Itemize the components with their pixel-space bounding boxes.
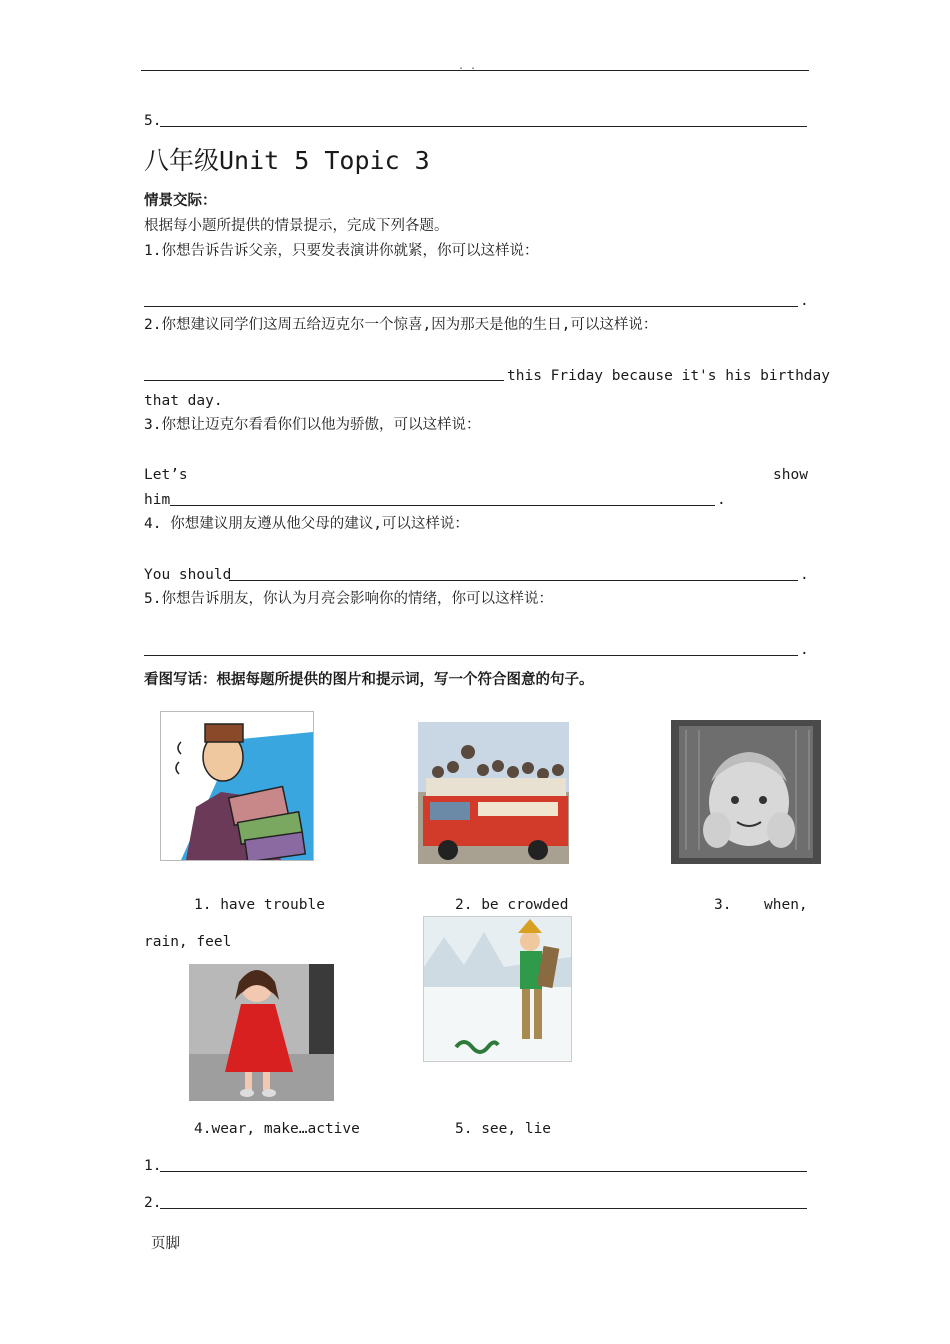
question-3-him: him xyxy=(144,492,171,508)
question-3: 3.你想让迈克尔看看你们以他为骄傲，可以这样说： xyxy=(144,417,481,433)
answer-line-5[interactable] xyxy=(144,655,798,656)
question-4-prefix: You should xyxy=(144,567,232,583)
child-at-rainy-window-picture xyxy=(671,720,821,864)
section1-instruction: 根据每小题所提供的情景提示，完成下列各题。 xyxy=(144,218,449,234)
question-3-lets: Let’s xyxy=(144,467,188,483)
question-1: 1.你想告诉告诉父亲，只要发表演讲你就紧，你可以这样说： xyxy=(144,243,539,259)
answer-line-1[interactable] xyxy=(144,306,798,307)
answer-4-period: . xyxy=(800,567,809,583)
answer-label-2: 2. xyxy=(144,1195,162,1211)
hint-2: 2. be crowded xyxy=(455,897,569,913)
page-title: 八年级Unit 5 Topic 3 xyxy=(144,146,430,175)
question-2-tail: this Friday because it's his birthday xyxy=(507,368,831,384)
section2-heading: 看图写话：根据每题所提供的图片和提示词，写一个符合图意的句子。 xyxy=(144,672,594,688)
hint-1: 1. have trouble xyxy=(194,897,325,913)
question-5: 5.你想告诉朋友，你认为月亮会影响你的情绪，你可以这样说： xyxy=(144,591,553,607)
answer-line-3[interactable] xyxy=(170,505,715,506)
answer-3-period: . xyxy=(717,492,726,508)
picture-answer-line-1[interactable] xyxy=(160,1171,807,1172)
hint-4: 4.wear, make…active xyxy=(194,1121,360,1137)
answer-1-period: . xyxy=(800,293,809,309)
prev-item-answer-line[interactable] xyxy=(160,126,807,127)
hint-5: 5. see, lie xyxy=(455,1121,552,1137)
answer-label-1: 1. xyxy=(144,1158,162,1174)
question-2-continuation: that day. xyxy=(144,393,223,409)
girl-in-red-dress-picture xyxy=(189,964,334,1101)
hint-3-continuation: rain, feel xyxy=(144,934,232,950)
header-rule xyxy=(141,70,809,71)
crowded-bus-picture xyxy=(418,722,569,864)
answer-line-4[interactable] xyxy=(229,580,798,581)
header-mark: . . xyxy=(458,61,477,72)
porter-carrying-boxes-picture xyxy=(160,711,314,861)
question-3-show: show xyxy=(773,467,808,483)
section1-heading: 情景交际： xyxy=(144,193,217,209)
footer-label: 页脚 xyxy=(151,1236,180,1252)
answer-line-2[interactable] xyxy=(144,380,504,381)
hint-3-number: 3. xyxy=(714,897,732,913)
question-4: 4. 你想建议朋友遵从他父母的建议,可以这样说： xyxy=(144,516,469,532)
prev-item-number: 5. xyxy=(144,113,162,129)
picture-answer-line-2[interactable] xyxy=(160,1208,807,1209)
hint-3-word: when, xyxy=(764,897,808,913)
answer-5-period: . xyxy=(800,642,809,658)
man-and-snake-in-snow-picture xyxy=(423,916,572,1062)
question-2: 2.你想建议同学们这周五给迈克尔一个惊喜,因为那天是他的生日,可以这样说： xyxy=(144,317,658,333)
